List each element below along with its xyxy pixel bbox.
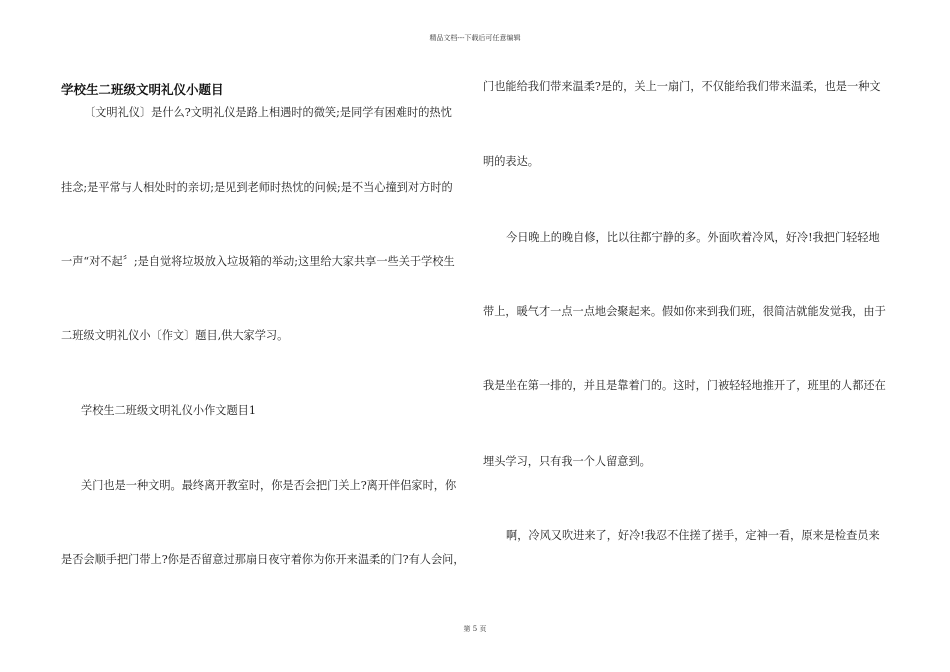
paragraph-line: 门也能给我们带来温柔?是的，关上一扇门，不仅能给我们带来温柔，也是一种文 — [483, 80, 881, 93]
paragraph-line: 二班级文明礼仪小〔作文〕题目,供大家学习。 — [61, 329, 289, 342]
section-heading: 学校生二班级文明礼仪小作文题目1 — [81, 404, 256, 417]
paragraph-line: 埋头学习，只有我一个人留意到。 — [483, 455, 651, 468]
paragraph-line: 明的表达。 — [483, 155, 539, 168]
paragraph-line: 带上，暖气才一点一点地会聚起来。假如你来到我们班，很简洁就能发觉我，由于 — [483, 305, 886, 318]
paragraph-line: 我是坐在第一排的，并且是靠着门的。这时，门被轻轻地推开了，班里的人都还在 — [483, 379, 886, 392]
paragraph-line: 一声“对不起〞;是自觉将垃圾放入垃圾箱的举动;这里给大家共享一些关于学校生 — [61, 255, 455, 268]
page-number: 第 5 页 — [463, 625, 487, 633]
page-header-note: 精品文档---下载后可任意编辑 — [429, 34, 521, 42]
article-title: 学校生二班级文明礼仪小题目 — [61, 82, 224, 97]
paragraph-line: 今日晚上的晚自修，比以往都宁静的多。外面吹着冷风，好冷!我把门轻轻地 — [506, 231, 880, 244]
paragraph-line: 关门也是一种文明。最终离开教室时，你是否会把门关上?离开伴侣家时，你 — [81, 479, 457, 492]
paragraph-line: 是否会顺手把门带上?你是否留意过那扇日夜守着你为你开来温柔的门?有人会问， — [61, 553, 465, 566]
paragraph-line: 啊，冷风又吹进来了，好冷!我忍不住搓了搓手，定神一看，原来是检查员来 — [506, 529, 880, 542]
paragraph-line: 〔文明礼仪〕是什么?文明礼仪是路上相遇时的微笑;是同学有困难时的热忱 — [84, 106, 452, 119]
paragraph-line: 挂念;是平常与人相处时的亲切;是见到老师时热忱的问候;是不当心撞到对方时的 — [61, 181, 453, 194]
